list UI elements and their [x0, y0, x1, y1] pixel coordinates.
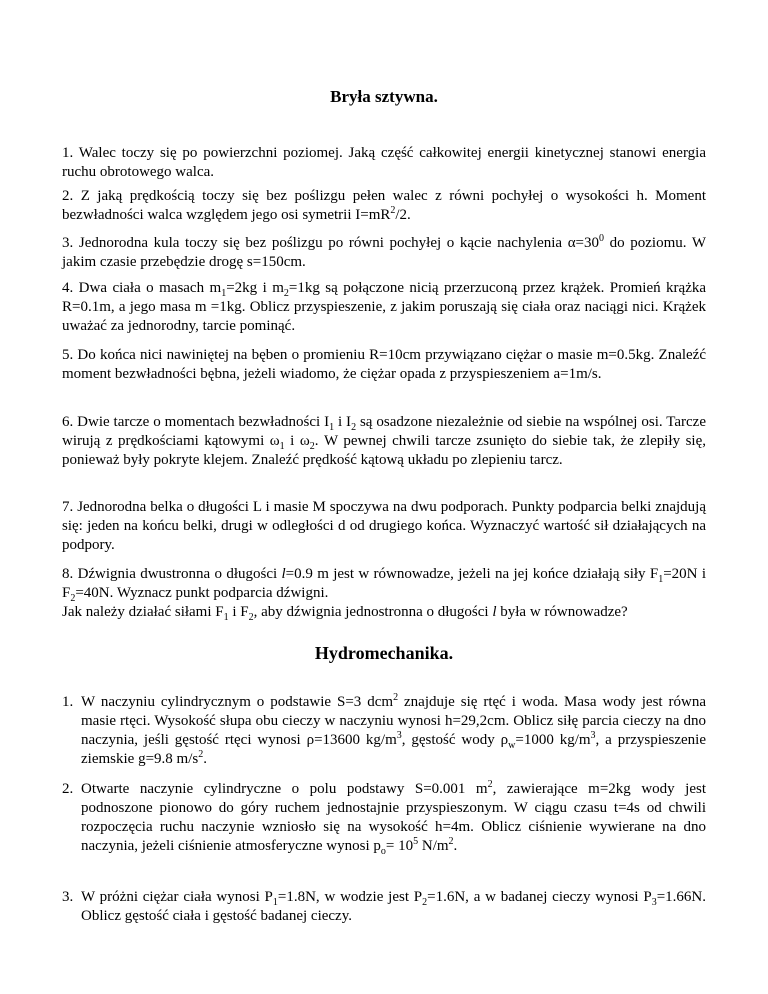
- problem-number: 1.: [62, 694, 74, 710]
- problem-number: 2.: [62, 781, 74, 797]
- problem-number: 3.: [62, 889, 74, 905]
- section-title-hydromechanics: Hydromechanika.: [314, 643, 454, 663]
- hydro-problem-3: [62, 888, 706, 926]
- section-title-rigid-body: Bryła sztywna.: [330, 87, 438, 106]
- hydro-problem-1: [62, 693, 706, 769]
- problem-6: 6. Dwie tarcze o momentach bezwładności $I_1$ i $I_2$ są osadzone niezależnie od siebie na wspólnej osi. Tarcze wirują z prędkościami kątowymi $\omega_1$ i $\omega_2$. W pewnej chwili tarcze zsunięto do siebie tak, że zlepiły się, ponieważ były pokryte klejem. Znaleźć prędkość kątową układu po zlepieniu tarcz.: [62, 414, 707, 468]
- problem-1: 1. Walec toczy się po powierzchni poziomej. Jaką część całkowitej energii kinetycznej stanowi energia ruchu obrotowego walca.: [62, 145, 706, 180]
- problem-8: 8. Dźwignia dwustronna o długości l=0.9 m jest w równowadze, jeżeli na jej końce działają siły $F_1=20N$ i $F_2=40N$. Wyznacz punkt podparcia dźwigni. Jak należy działać siłami $F_1$ i $F_2$, aby dźwignia jednostronna o długości l była w równowadze?: [62, 566, 706, 623]
- problem-4: 4. Dwa ciała o masach $m_1=2kg$ i $m_2=1kg$ są połączone nicią przerzuconą przez krążek. Promień krążka R=0.1m, a jego masa m =1kg. Oblicz przyspieszenie, z jakim poruszają się ciała oraz naciągi nici. Krążek uważać za jednorodny, tarcie pominąć.: [62, 280, 707, 334]
- problem-text: W próżni ciężar ciała wynosi $P_1=1.8N$, w wodzie jest $P_2=1.6N$, a w badanej cieczy wynosi $P_3=1.66N$. Oblicz gęstość ciała i gęstość badanej cieczy.: [81, 889, 706, 924]
- problem-7: 7. Jednorodna belka o długości L i masie M spoczywa na dwu podporach. Punkty podparcia belki znajdują się: jeden na końcu belki, drugi w odległości d od drugiego końca. Wyznaczyć wartość sił działających na podpory.: [62, 499, 706, 553]
- hydro-problem-2: [62, 780, 706, 856]
- problem-2: 2. Z jaką prędkością toczy się bez poślizgu pełen walec z równi pochyłej o wysokości h. Moment bezwładności walca względem jego osi symetrii $I=mR^2/2$.: [62, 188, 706, 223]
- problem-text: W naczyniu cylindrycznym o podstawie S=3 dcm$^2$ znajduje się rtęć i woda. Masa wody jest równa masie rtęci. Wysokość słupa obu cieczy w naczyniu wynosi h=29,2cm. Oblicz siłę parcia cieczy na dno naczynia, jeśli gęstość rtęci wynosi ρ=13600 $kg/m^3$, gęstość wody $\rho_w=1000$ $kg/m^3$, a przyspieszenie ziemskie g=9.8 $m/s^2$.: [81, 692, 707, 767]
- problem-3: 3. Jednorodna kula toczy się bez poślizgu po równi pochyłej o kącie nachylenia $\alpha=30^0$ do poziomu. W jakim czasie przebędzie drogę s=150cm.: [62, 233, 706, 270]
- problem-5: 5. Do końca nici nawiniętej na bęben o promieniu R=10cm przywiązano ciężar o masie m=0.5kg. Znaleźć moment bezwładności bębna, jeżeli wiadomo, że ciężar opada z przyspieszeniem a=1m/s.: [62, 347, 706, 382]
- problem-text: Otwarte naczynie cylindryczne o polu podstawy S=0.001 $m^2$, zawierające m=2kg wody jest podnoszone pionowo do góry ruchem jednostajnie przyspieszonym. W ciągu czasu t=4s od chwili rozpoczęcia ruchu naczynie wzniosło się na wysokość h=4m. Oblicz ciśnienie wywierane na dno naczynia, jeżeli ciśnienie atmosferyczne wynosi $p_o= 10^5$ $N/m^2$.: [81, 779, 707, 857]
